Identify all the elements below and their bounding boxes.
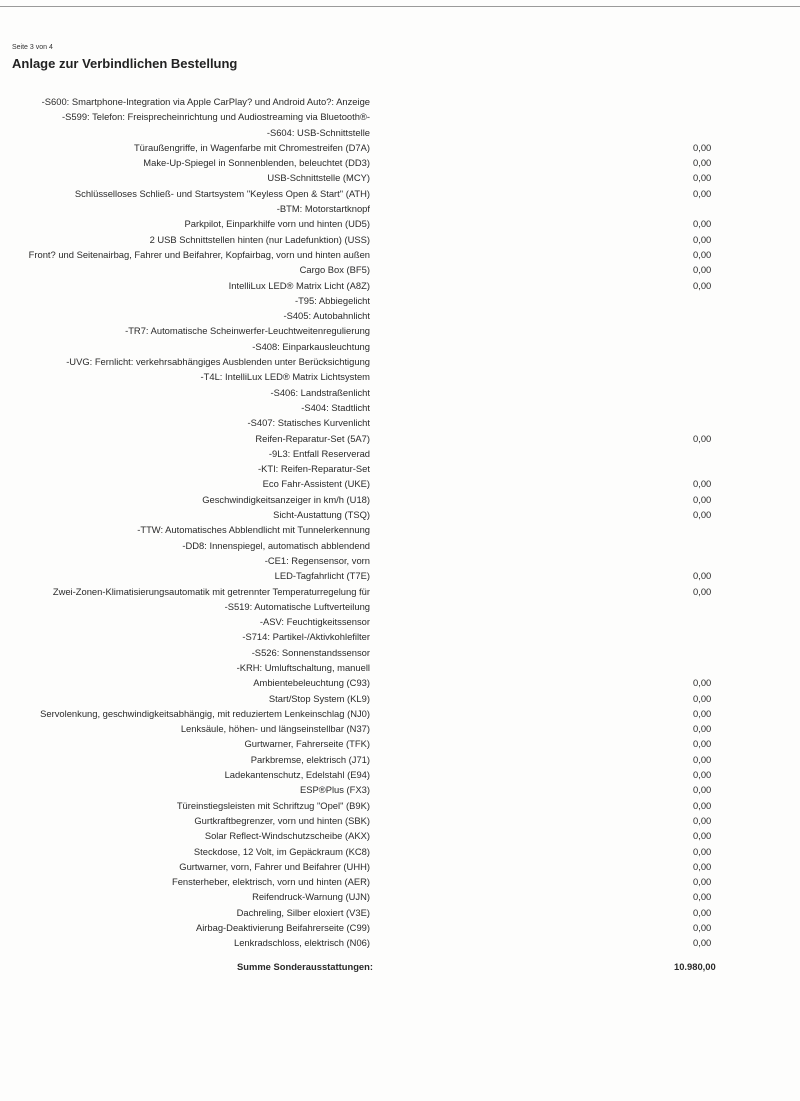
list-item <box>0 109 800 124</box>
item-label: USB-Schnittstelle (MCY) <box>267 172 370 184</box>
item-price: 0,00 <box>693 478 712 490</box>
item-price: 0,00 <box>693 799 712 811</box>
item-label: Cargo Box (BF5) <box>299 264 370 276</box>
item-price: 0,00 <box>693 876 712 888</box>
item-price: 0,00 <box>693 906 712 918</box>
item-price: 0,00 <box>693 187 712 199</box>
item-label: -ASV: Feuchtigkeitssensor <box>259 616 370 628</box>
list-item <box>0 94 800 109</box>
item-price: 0,00 <box>693 157 712 169</box>
item-price: 0,00 <box>693 769 712 781</box>
list-item <box>0 706 800 721</box>
item-label: Dachreling, Silber eloxiert (V3E) <box>236 906 370 918</box>
list-item <box>0 645 800 660</box>
item-label: -S519: Automatische Luftverteilung <box>224 600 370 612</box>
item-label: IntelliLux LED® Matrix Licht (A8Z) <box>228 279 370 291</box>
list-item <box>0 859 800 874</box>
item-price: 0,00 <box>693 677 712 689</box>
list-item <box>0 721 800 736</box>
list-item <box>0 308 800 323</box>
item-price: 0,00 <box>693 585 712 597</box>
list-item <box>0 935 800 950</box>
list-item <box>0 140 800 155</box>
list-item <box>0 522 800 537</box>
list-item <box>0 828 800 843</box>
item-label: Gurtwarner, vorn, Fahrer und Beifahrer (UHH) <box>179 860 370 872</box>
total-label: Summe Sonderausstattungen: <box>237 961 373 972</box>
item-label: Servolenkung, geschwindigkeitsabhängig, mit reduziertem Lenkeinschlag (NJ0) <box>40 707 370 719</box>
list-item <box>0 369 800 384</box>
item-label: -TTW: Automatisches Abblendlicht mit Tunnelerkennung <box>137 524 370 536</box>
item-label: -T95: Abbiegelicht <box>294 294 370 306</box>
item-price: 0,00 <box>693 279 712 291</box>
list-item <box>0 752 800 767</box>
list-item <box>0 538 800 553</box>
item-price: 0,00 <box>693 493 712 505</box>
item-label: Fensterheber, elektrisch, vorn und hinten (AER) <box>171 876 370 888</box>
item-label: LED-Tagfahrlicht (T7E) <box>274 570 370 582</box>
item-label: -S714: Partikel-/Aktivkohlefilter <box>242 631 370 643</box>
list-item <box>0 155 800 170</box>
item-label: Geschwindigkeitsanzeiger in km/h (U18) <box>202 493 370 505</box>
item-label: Ladekantenschutz, Edelstahl (E94) <box>224 769 370 781</box>
list-item <box>0 186 800 201</box>
list-item <box>0 247 800 262</box>
list-item <box>0 278 800 293</box>
list-item <box>0 905 800 920</box>
list-item <box>0 813 800 828</box>
item-label: Make-Up-Spiegel in Sonnenblenden, beleuchtet (DD3) <box>143 157 370 169</box>
item-label: Gurtwarner, Fahrerseite (TFK) <box>244 738 370 750</box>
item-price: 0,00 <box>693 723 712 735</box>
list-item <box>0 262 800 277</box>
list-item <box>0 461 800 476</box>
item-label: Gurtkraftbegrenzer, vorn und hinten (SBK) <box>194 814 370 826</box>
item-label: -S404: Stadtlicht <box>301 401 370 413</box>
item-label: Lenkradschloss, elektrisch (N06) <box>234 937 370 949</box>
item-label: Türeinstiegsleisten mit Schriftzug "Opel" (B9K) <box>176 799 370 811</box>
item-price: 0,00 <box>693 830 712 842</box>
item-label: Solar Reflect-Windschutzscheibe (AKX) <box>204 830 370 842</box>
list-item <box>0 736 800 751</box>
item-label: -S405: Autobahnlicht <box>283 310 370 322</box>
item-price: 0,00 <box>693 937 712 949</box>
item-price: 0,00 <box>693 891 712 903</box>
item-label: Eco Fahr-Assistent (UKE) <box>262 478 370 490</box>
item-label: -T4L: IntelliLux LED® Matrix Lichtsystem <box>200 371 370 383</box>
list-item <box>0 125 800 140</box>
list-item <box>0 629 800 644</box>
item-price: 0,00 <box>693 509 712 521</box>
list-item <box>0 201 800 216</box>
item-label: -S600: Smartphone-Integration via Apple CarPlay? und Android Auto?: Anzeige <box>41 96 370 107</box>
item-price: 0,00 <box>693 218 712 230</box>
item-price: 0,00 <box>693 860 712 872</box>
list-item <box>0 553 800 568</box>
list-item <box>0 170 800 185</box>
top-rule <box>0 6 800 7</box>
item-price: 0,00 <box>693 570 712 582</box>
item-price: 0,00 <box>693 814 712 826</box>
list-item <box>0 293 800 308</box>
list-item <box>0 874 800 889</box>
list-item <box>0 691 800 706</box>
item-label: Ambientebeleuchtung (C93) <box>253 677 370 689</box>
list-item <box>0 584 800 599</box>
list-item <box>0 782 800 797</box>
equipment-list <box>0 94 800 951</box>
item-label: 2 USB Schnittstellen hinten (nur Ladefunktion) (USS) <box>149 233 370 245</box>
item-price: 0,00 <box>693 738 712 750</box>
item-price: 0,00 <box>693 692 712 704</box>
list-item <box>0 675 800 690</box>
total-value: 10.980,00 <box>674 961 716 972</box>
item-label: -CE1: Regensensor, vorn <box>264 554 370 566</box>
item-price: 0,00 <box>693 922 712 934</box>
item-price: 0,00 <box>693 707 712 719</box>
item-label: Sicht-Austattung (TSQ) <box>273 509 370 521</box>
item-label: Reifen-Reparatur-Set (5A7) <box>255 432 370 444</box>
total-row <box>0 960 800 974</box>
item-label: Airbag-Deaktivierung Beifahrerseite (C99) <box>195 922 370 934</box>
page-number: Seite 3 von 4 <box>12 44 53 51</box>
list-item <box>0 798 800 813</box>
item-label: -UVG: Fernlicht: verkehrsabhängiges Ausblenden unter Berücksichtigung <box>66 356 370 368</box>
list-item <box>0 568 800 583</box>
page-title: Anlage zur Verbindlichen Bestellung <box>12 56 238 71</box>
list-item <box>0 920 800 935</box>
item-price: 0,00 <box>693 233 712 245</box>
item-label: -KRH: Umluftschaltung, manuell <box>236 661 370 673</box>
item-label: -S604: USB-Schnittstelle <box>266 126 370 138</box>
list-item <box>0 400 800 415</box>
item-label: Parkpilot, Einparkhilfe vorn und hinten (UD5) <box>184 218 370 230</box>
item-label: -KTI: Reifen-Reparatur-Set <box>257 463 370 475</box>
item-label: Parkbremse, elektrisch (J71) <box>250 753 370 765</box>
list-item <box>0 431 800 446</box>
item-price: 0,00 <box>693 845 712 857</box>
list-item <box>0 476 800 491</box>
item-label: -BTM: Motorstartknopf <box>276 203 370 215</box>
item-label: -S406: Landstraßenlicht <box>270 386 370 398</box>
item-label: -S526: Sonnenstandssensor <box>251 646 370 658</box>
list-item <box>0 446 800 461</box>
item-price: 0,00 <box>693 264 712 276</box>
list-item <box>0 767 800 782</box>
list-item <box>0 492 800 507</box>
item-label: Lenksäule, höhen- und längseinstellbar (N37) <box>180 723 370 735</box>
item-label: -TR7: Automatische Scheinwerfer-Leuchtweitenregulierung <box>125 325 370 337</box>
list-item <box>0 232 800 247</box>
item-price: 0,00 <box>693 141 712 153</box>
list-item <box>0 614 800 629</box>
item-price: 0,00 <box>693 753 712 765</box>
item-label: Schlüsselloses Schließ- und Startsystem "Keyless Open & Start" (ATH) <box>74 187 370 199</box>
list-item <box>0 323 800 338</box>
item-label: ESP®Plus (FX3) <box>300 784 370 796</box>
list-item <box>0 660 800 675</box>
list-item <box>0 385 800 400</box>
item-price: 0,00 <box>693 784 712 796</box>
list-item <box>0 889 800 904</box>
item-label: Türaußengriffe, in Wagenfarbe mit Chromestreifen (D7A) <box>133 141 370 153</box>
item-price: 0,00 <box>693 172 712 184</box>
item-label: -S408: Einparkausleuchtung <box>252 340 370 352</box>
list-item <box>0 844 800 859</box>
item-price: 0,00 <box>693 432 712 444</box>
item-label: -S599: Telefon: Freisprecheinrichtung und Audiostreaming via Bluetooth®- <box>62 111 370 123</box>
item-label: -DD8: Innenspiegel, automatisch abblendend <box>182 539 370 551</box>
list-item <box>0 216 800 231</box>
item-label: -S407: Statisches Kurvenlicht <box>247 417 370 429</box>
list-item <box>0 354 800 369</box>
list-item <box>0 599 800 614</box>
item-label: Zwei-Zonen-Klimatisierungsautomatik mit getrennter Temperaturregelung für <box>52 585 370 597</box>
item-label: Reifendruck-Warnung (UJN) <box>252 891 370 903</box>
list-item <box>0 415 800 430</box>
list-item <box>0 507 800 522</box>
list-item <box>0 339 800 354</box>
item-label: Start/Stop System (KL9) <box>268 692 370 704</box>
item-price: 0,00 <box>693 248 712 260</box>
item-label: Steckdose, 12 Volt, im Gepäckraum (KC8) <box>193 845 370 857</box>
item-label: Front? und Seitenairbag, Fahrer und Beifahrer, Kopfairbag, vorn und hinten außen <box>28 248 370 260</box>
item-label: -9L3: Entfall Reserverad <box>268 447 370 459</box>
